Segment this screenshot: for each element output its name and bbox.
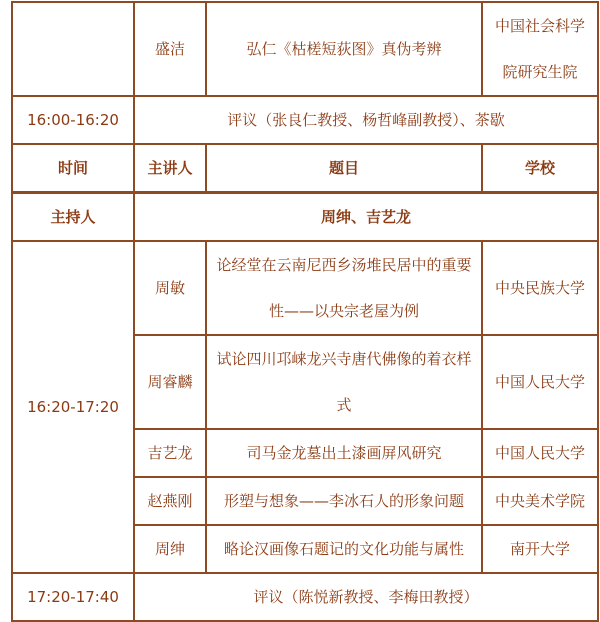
title-cell: 略论汉画像石题记的文化功能与属性 xyxy=(206,525,482,573)
table-row xyxy=(12,96,598,144)
header-school: 学校 xyxy=(482,144,598,193)
host-label: 主持人 xyxy=(12,193,134,242)
school-cell: 中央民族大学 xyxy=(482,241,598,335)
school-cell: 南开大学 xyxy=(482,525,598,573)
time-cell: 16:00-16:20 xyxy=(12,96,134,144)
header-speaker: 主讲人 xyxy=(134,144,206,193)
table-row xyxy=(12,2,598,96)
schedule-table xyxy=(11,1,599,622)
title-cell: 论经堂在云南尼西乡汤堆民居中的重要性——以央宗老屋为例 xyxy=(206,241,482,335)
header-row xyxy=(12,144,598,193)
title-cell: 试论四川邛崃龙兴寺唐代佛像的着衣样式 xyxy=(206,335,482,429)
speaker-cell: 盛洁 xyxy=(134,2,206,96)
school-cell: 中国人民大学 xyxy=(482,429,598,477)
time-cell: 17:20-17:40 xyxy=(12,573,134,621)
header-time: 时间 xyxy=(12,144,134,193)
speaker-cell: 吉艺龙 xyxy=(134,429,206,477)
review-break-cell: 评议（张良仁教授、杨哲峰副教授）、茶歇 xyxy=(134,96,598,144)
school-cell: 中央美术学院 xyxy=(482,477,598,525)
speaker-cell: 赵燕刚 xyxy=(134,477,206,525)
speaker-cell: 周敏 xyxy=(134,241,206,335)
title-cell: 形塑与想象——李冰石人的形象问题 xyxy=(206,477,482,525)
time-cell xyxy=(12,2,134,96)
host-names: 周绅、吉艺龙 xyxy=(134,193,598,242)
title-cell: 司马金龙墓出土漆画屏风研究 xyxy=(206,429,482,477)
school-cell: 中国人民大学 xyxy=(482,335,598,429)
school-cell: 中国社会科学院研究生院 xyxy=(482,2,598,96)
speaker-cell: 周睿麟 xyxy=(134,335,206,429)
table-row xyxy=(12,241,598,335)
host-row xyxy=(12,193,598,242)
time-cell: 16:20-17:20 xyxy=(12,241,134,573)
header-title: 题目 xyxy=(206,144,482,193)
title-cell: 弘仁《枯槎短荻图》真伪考辨 xyxy=(206,2,482,96)
review-cell: 评议（陈悦新教授、李梅田教授） xyxy=(134,573,598,621)
table-row xyxy=(12,573,598,621)
speaker-cell: 周绅 xyxy=(134,525,206,573)
